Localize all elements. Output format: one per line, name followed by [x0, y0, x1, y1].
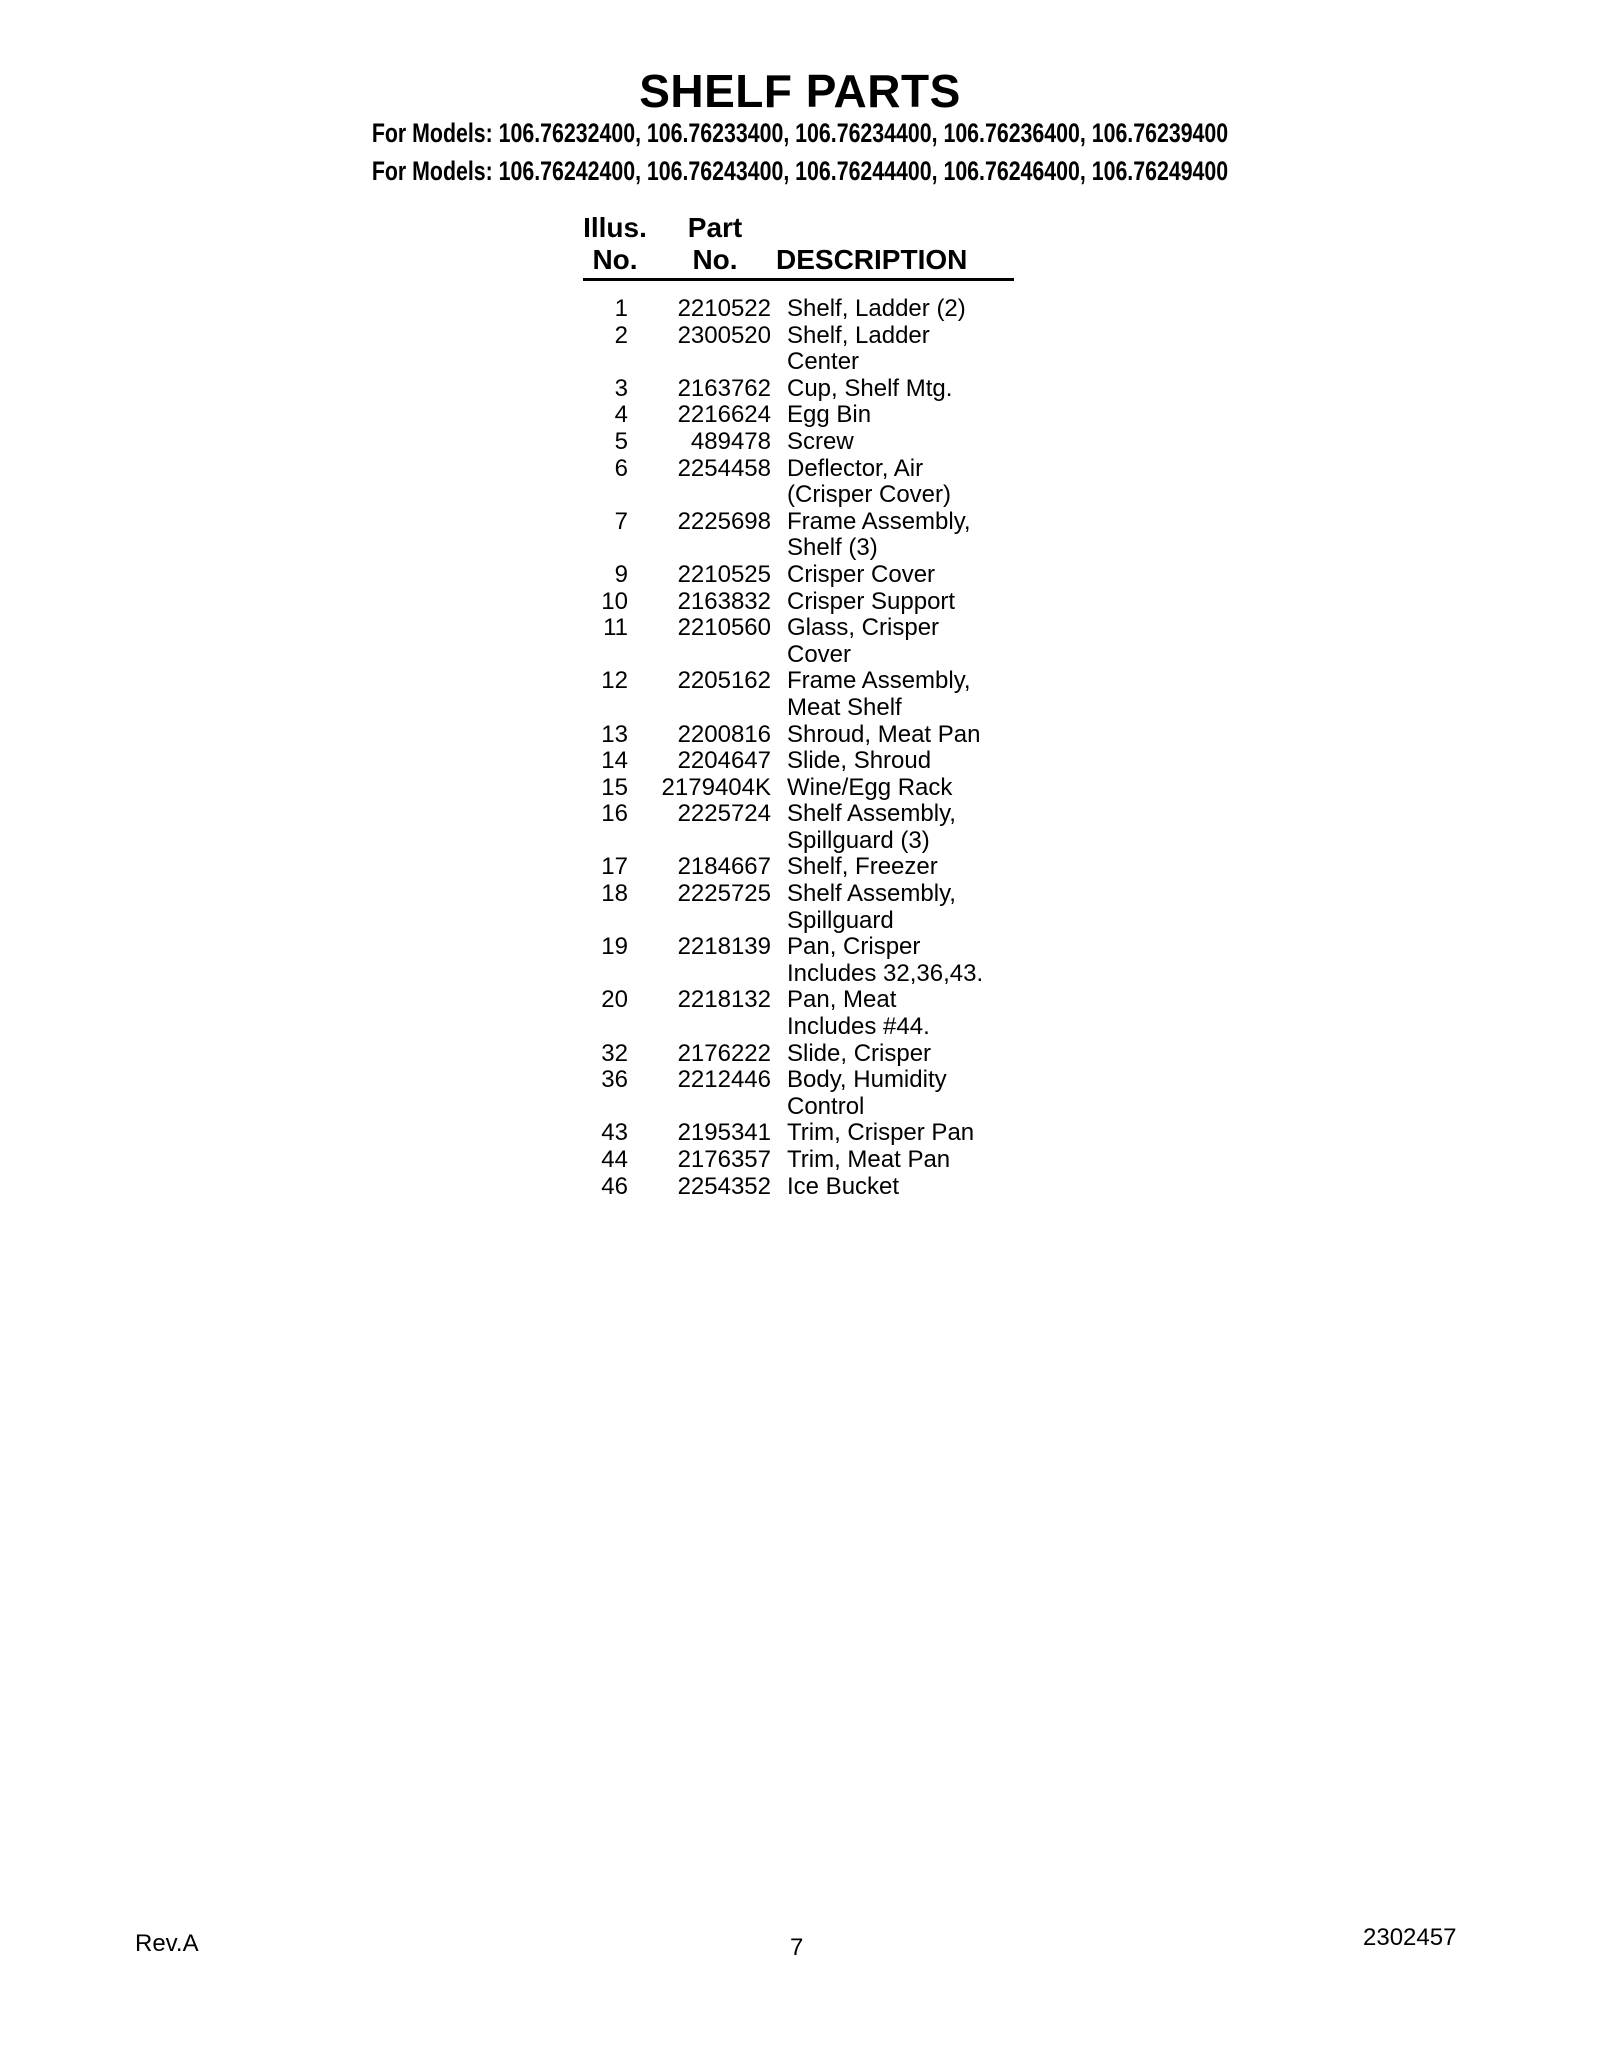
- table-row: [580, 376, 1040, 403]
- illus-number: 12: [601, 667, 628, 695]
- table-row: [580, 775, 1040, 802]
- table-row: [580, 801, 1040, 854]
- table-row: [580, 562, 1040, 589]
- table-row: [580, 402, 1040, 429]
- part-number: 2225725: [677, 880, 771, 908]
- part-number: 2218139: [677, 933, 771, 961]
- part-description: Crisper Cover: [787, 560, 936, 588]
- part-number: 2210522: [677, 295, 771, 322]
- part-description: Shelf Assembly, Spillguard (3): [787, 800, 956, 854]
- models-line-1: For Models: 106.76232400, 106.76233400, 106.76234400, 106.76236400, 106.76239400: [371, 118, 1229, 148]
- table-row: [580, 722, 1040, 749]
- part-description: Glass, Crisper Cover: [787, 614, 940, 668]
- table-row: [580, 1147, 1040, 1174]
- illus-number: 7: [614, 507, 628, 535]
- part-header-line-1: Part: [687, 212, 743, 243]
- illus-header-line-1: Illus.: [583, 212, 647, 243]
- part-description: Egg Bin: [787, 401, 872, 429]
- illus-number: 4: [614, 401, 628, 429]
- illus-number: 11: [603, 614, 628, 642]
- part-description: Shroud, Meat Pan: [787, 720, 981, 748]
- part-description: Body, Humidity Control: [787, 1066, 947, 1120]
- illus-number: 36: [601, 1066, 628, 1094]
- part-number: 2179404K: [661, 773, 771, 801]
- part-description: Pan, Meat Includes #44.: [787, 986, 930, 1041]
- part-description: Ice Bucket: [787, 1172, 900, 1200]
- illus-number: 43: [601, 1119, 628, 1147]
- part-number: 2254352: [677, 1172, 771, 1200]
- part-number: 489478: [690, 427, 771, 455]
- part-number: 2163832: [677, 587, 771, 615]
- illus-header-line-2: No.: [592, 244, 638, 275]
- part-description: Frame Assembly, Shelf (3): [787, 507, 971, 562]
- table-row: [580, 854, 1040, 881]
- part-description: Trim, Crisper Pan: [787, 1119, 975, 1147]
- part-number: 2204647: [677, 747, 771, 775]
- document-number: 2302457: [1363, 1924, 1457, 1951]
- part-number: 2225698: [677, 507, 771, 535]
- table-row: [580, 987, 1040, 1040]
- part-description: Pan, Crisper Includes 32,36,43.: [787, 933, 984, 987]
- part-description: Shelf, Ladder (2): [787, 295, 966, 322]
- illus-number: 46: [601, 1172, 628, 1200]
- part-description: Trim, Meat Pan: [787, 1146, 951, 1173]
- table-row: [580, 589, 1040, 616]
- illus-number: 2: [614, 321, 628, 349]
- part-number: 2176222: [677, 1039, 771, 1067]
- part-number: 2225724: [677, 800, 771, 828]
- table-row: [580, 615, 1040, 668]
- part-description: Shelf Assembly, Spillguard: [787, 880, 956, 934]
- part-description: Shelf, Freezer: [787, 853, 938, 881]
- header-rule: [583, 278, 1014, 281]
- part-description: Frame Assembly, Meat Shelf: [787, 667, 971, 721]
- part-number: 2163762: [677, 374, 771, 402]
- table-row: [580, 668, 1040, 721]
- illus-number: 16: [601, 800, 628, 828]
- table-row: [580, 1120, 1040, 1147]
- part-description: Shelf, Ladder Center: [787, 321, 930, 376]
- illus-number: 20: [601, 986, 628, 1014]
- page-number: 7: [790, 1934, 804, 1961]
- table-row: [580, 881, 1040, 934]
- parts-list: [580, 296, 1040, 1200]
- part-number: 2212446: [677, 1066, 771, 1094]
- table-row: [580, 456, 1040, 509]
- illus-number: 6: [614, 454, 628, 482]
- part-number: 2300520: [677, 321, 771, 349]
- part-number: 2176357: [677, 1146, 771, 1173]
- illus-number: 1: [614, 295, 628, 322]
- part-description: Deflector, Air (Crisper Cover): [787, 454, 952, 509]
- table-row: [580, 323, 1040, 376]
- part-description: Wine/Egg Rack: [787, 773, 953, 801]
- part-header-line-2: No.: [692, 244, 738, 275]
- illus-number: 10: [601, 587, 628, 615]
- illus-number: 32: [601, 1039, 628, 1067]
- part-description: Screw: [787, 427, 854, 455]
- part-number: 2254458: [677, 454, 771, 482]
- illus-number: 5: [614, 427, 628, 455]
- part-number: 2210560: [677, 614, 771, 642]
- table-row: [580, 1174, 1040, 1201]
- illus-number: 14: [601, 747, 628, 775]
- part-header: [675, 212, 755, 276]
- table-row: [580, 934, 1040, 987]
- illus-number: 44: [601, 1146, 628, 1173]
- part-description: Crisper Support: [787, 587, 956, 615]
- part-description: Cup, Shelf Mtg.: [787, 374, 953, 402]
- table-row: [580, 296, 1040, 323]
- part-number: 2205162: [677, 667, 771, 695]
- illus-number: 17: [601, 853, 628, 881]
- part-number: 2184667: [677, 853, 771, 881]
- illus-header: [578, 212, 652, 276]
- illus-number: 3: [614, 374, 628, 402]
- part-description: Slide, Crisper: [787, 1039, 932, 1067]
- part-description: Slide, Shroud: [787, 747, 932, 775]
- table-row: [580, 429, 1040, 456]
- part-number: 2216624: [677, 401, 771, 429]
- revision-label: Rev.A: [135, 1930, 199, 1957]
- illus-number: 13: [601, 720, 628, 748]
- illus-number: 9: [614, 560, 628, 588]
- page-title: SHELF PARTS: [639, 65, 961, 117]
- table-row: [580, 1041, 1040, 1068]
- table-row: [580, 1067, 1040, 1120]
- part-number: 2200816: [677, 720, 771, 748]
- description-header: DESCRIPTION: [776, 244, 968, 275]
- illus-number: 19: [601, 933, 628, 961]
- table-row: [580, 509, 1040, 562]
- models-line-2: For Models: 106.76242400, 106.76243400, 106.76244400, 106.76246400, 106.76249400: [371, 156, 1229, 186]
- illus-number: 15: [601, 773, 628, 801]
- illus-number: 18: [601, 880, 628, 908]
- part-number: 2210525: [677, 560, 771, 588]
- part-number: 2218132: [677, 986, 771, 1014]
- part-number: 2195341: [677, 1119, 771, 1147]
- table-row: [580, 748, 1040, 775]
